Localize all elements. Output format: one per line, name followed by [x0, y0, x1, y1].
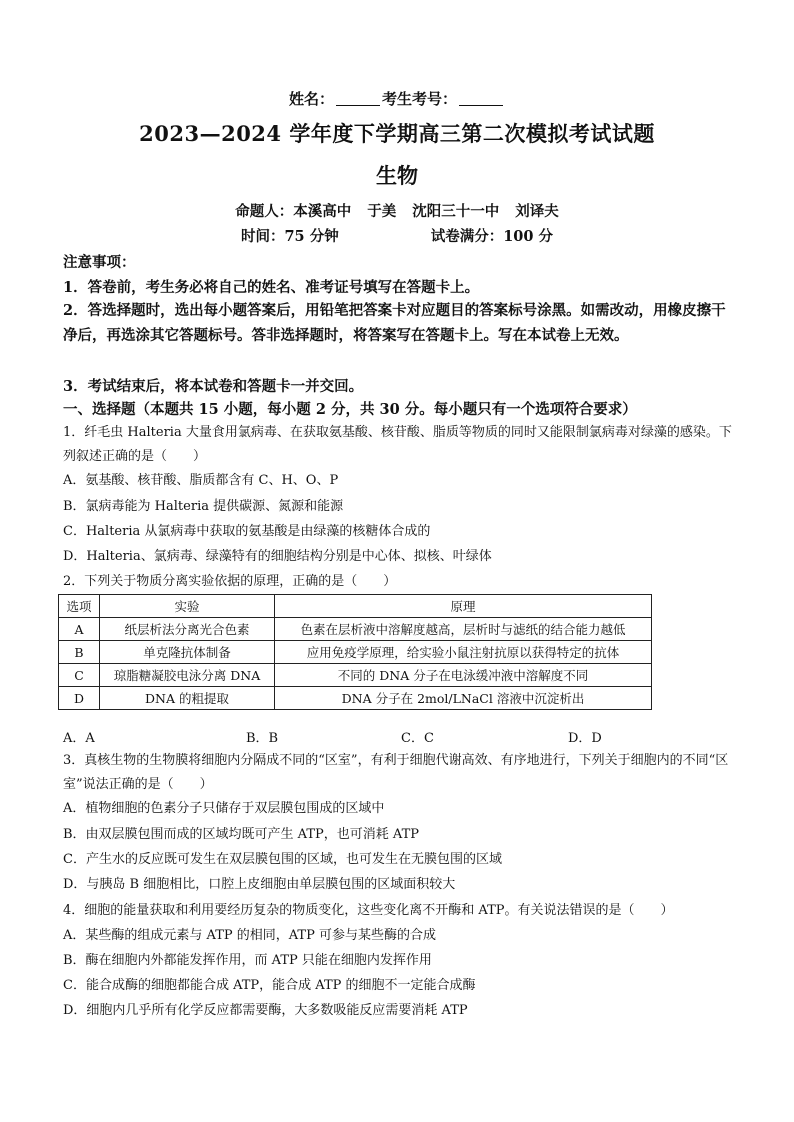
q4-option-b: B．酶在细胞内外都能发挥作用，而 ATP 只能在细胞内发挥作用 — [63, 953, 432, 968]
author-2: 刘译夫 — [515, 203, 559, 220]
table-cell: 应用免疫学原理，给实验小鼠注射抗原以获得特定的抗体 — [275, 641, 652, 664]
q1-option-b: B．氯病毒能为 Halteria 提供碳源、氮源和能源 — [63, 499, 344, 514]
question-2-stem: 2．下列关于物质分离实验依据的原理，正确的是（ ） — [63, 574, 397, 589]
table-cell: 色素在层析液中溶解度越高，层析时与滤纸的结合能力越低 — [275, 618, 652, 641]
table-header-cell: 原理 — [275, 595, 652, 618]
q3-option-d: D．与胰岛 B 细胞相比，口腔上皮细胞由单层膜包围的区域面积较大 — [63, 877, 456, 892]
table-cell: 单克隆抗体制备 — [100, 641, 275, 664]
table-row — [59, 641, 652, 664]
table-cell: C — [59, 664, 100, 687]
table-header-cell: 选项 — [59, 595, 100, 618]
question-1-stem: 1．纤毛虫 Halteria 大量食用氯病毒、在获取氨基酸、核苷酸、脂质等物质的同时又能限制氯病毒对绿藻的感染。下列叙述正确的是（ ） — [63, 425, 732, 464]
table-cell: 不同的 DNA 分子在电泳缓冲液中溶解度不同 — [275, 664, 652, 687]
subject-title: 生物 — [376, 163, 418, 188]
section-heading: 一、选择题（本题共 15 小题，每小题 2 分，共 30 分。每小题只有一个选项符合要求） — [63, 401, 637, 418]
table-header-cell: 实验 — [100, 595, 275, 618]
school-2: 沈阳三十一中 — [412, 203, 500, 220]
table-row — [59, 618, 652, 641]
time-limit: 时间：75 分钟 — [240, 228, 339, 245]
q1-option-d: D．Halteria、氯病毒、绿藻特有的细胞结构分别是中心体、拟核、叶绿体 — [63, 549, 492, 564]
q1-option-c: C．Halteria 从氯病毒中获取的氨基酸是由绿藻的核糖体合成的 — [63, 524, 431, 539]
note-item-2: 2．答选择题时，选出每小题答案后，用铅笔把答案卡对应题目的答案标号涂黑。如需改动，用橡皮擦干净后，再选涂其它答题标号。答非选择题时，将答案写在答题卡上。写在本试卷上无效。 — [63, 302, 726, 344]
table-cell: A — [59, 618, 100, 641]
table-cell: DNA 分子在 2mol/LNaCl 溶液中沉淀析出 — [275, 687, 652, 710]
table-row — [59, 664, 652, 687]
q2-table — [58, 594, 652, 710]
q4-option-a: A．某些酶的组成元素与 ATP 的相同，ATP 可参与某些酶的合成 — [63, 928, 436, 943]
name-exam-line — [0, 88, 794, 109]
q3-option-c: C．产生水的反应既可发生在双层膜包围的区域，也可发生在无膜包围的区域 — [63, 852, 502, 867]
table-cell: B — [59, 641, 100, 664]
exam-title: 2023—2024 学年度下学期高三第二次模拟考试试题 — [139, 121, 655, 146]
name-label: 姓名： — [288, 90, 334, 108]
name-blank — [336, 91, 380, 106]
exam-no-blank — [459, 91, 503, 106]
note-item-3: 3．考试结束后，将本试卷和答题卡一并交回。 — [63, 378, 364, 395]
notes-heading: 注意事项： — [63, 254, 136, 271]
question-4-stem: 4．细胞的能量获取和利用要经历复杂的物质变化，这些变化离不开酶和 ATP。有关说法错误的是（ ） — [63, 903, 674, 918]
q3-option-a: A．植物细胞的色素分子只储存于双层膜包围成的区域中 — [63, 801, 385, 816]
q2-answer-a: A．A — [63, 731, 95, 746]
table-cell: 纸层析法分离光合色素 — [100, 618, 275, 641]
q1-option-a: A．氨基酸、核苷酸、脂质都含有 C、H、O、P — [63, 473, 339, 488]
question-3-stem: 3．真核生物的生物膜将细胞内分隔成不同的“区室”，有利于细胞代谢高效、有序地进行，下列关于细胞内的不同“区室”说法正确的是（ ） — [63, 753, 729, 792]
time-score-line — [0, 225, 794, 246]
authors-line — [0, 200, 794, 221]
full-score: 试卷满分：100 分 — [430, 228, 554, 245]
table-cell: D — [59, 687, 100, 710]
exam-no-label: 考生考号： — [382, 90, 458, 108]
authors-label: 命题人：本溪高中 — [235, 203, 352, 220]
note-item-1: 1．答卷前，考生务必将自己的姓名、准考证号填写在答题卡上。 — [63, 279, 480, 296]
q2-answer-d: D．D — [568, 731, 602, 746]
table-header-row — [59, 595, 652, 618]
q2-answer-b: B．B — [246, 731, 279, 746]
q2-answer-c: C．C — [401, 731, 434, 746]
table-cell: DNA 的粗提取 — [100, 687, 275, 710]
q4-option-c: C．能合成酶的细胞都能合成 ATP，能合成 ATP 的细胞不一定能合成酶 — [63, 978, 476, 993]
table-cell: 琼脂糖凝胶电泳分离 DNA — [100, 664, 275, 687]
author-1: 于美 — [367, 203, 397, 220]
q3-option-b: B．由双层膜包围而成的区域均既可产生 ATP，也可消耗 ATP — [63, 827, 420, 842]
table-row — [59, 687, 652, 710]
q4-option-d: D．细胞内几乎所有化学反应都需要酶，大多数吸能反应需要消耗 ATP — [63, 1003, 468, 1018]
